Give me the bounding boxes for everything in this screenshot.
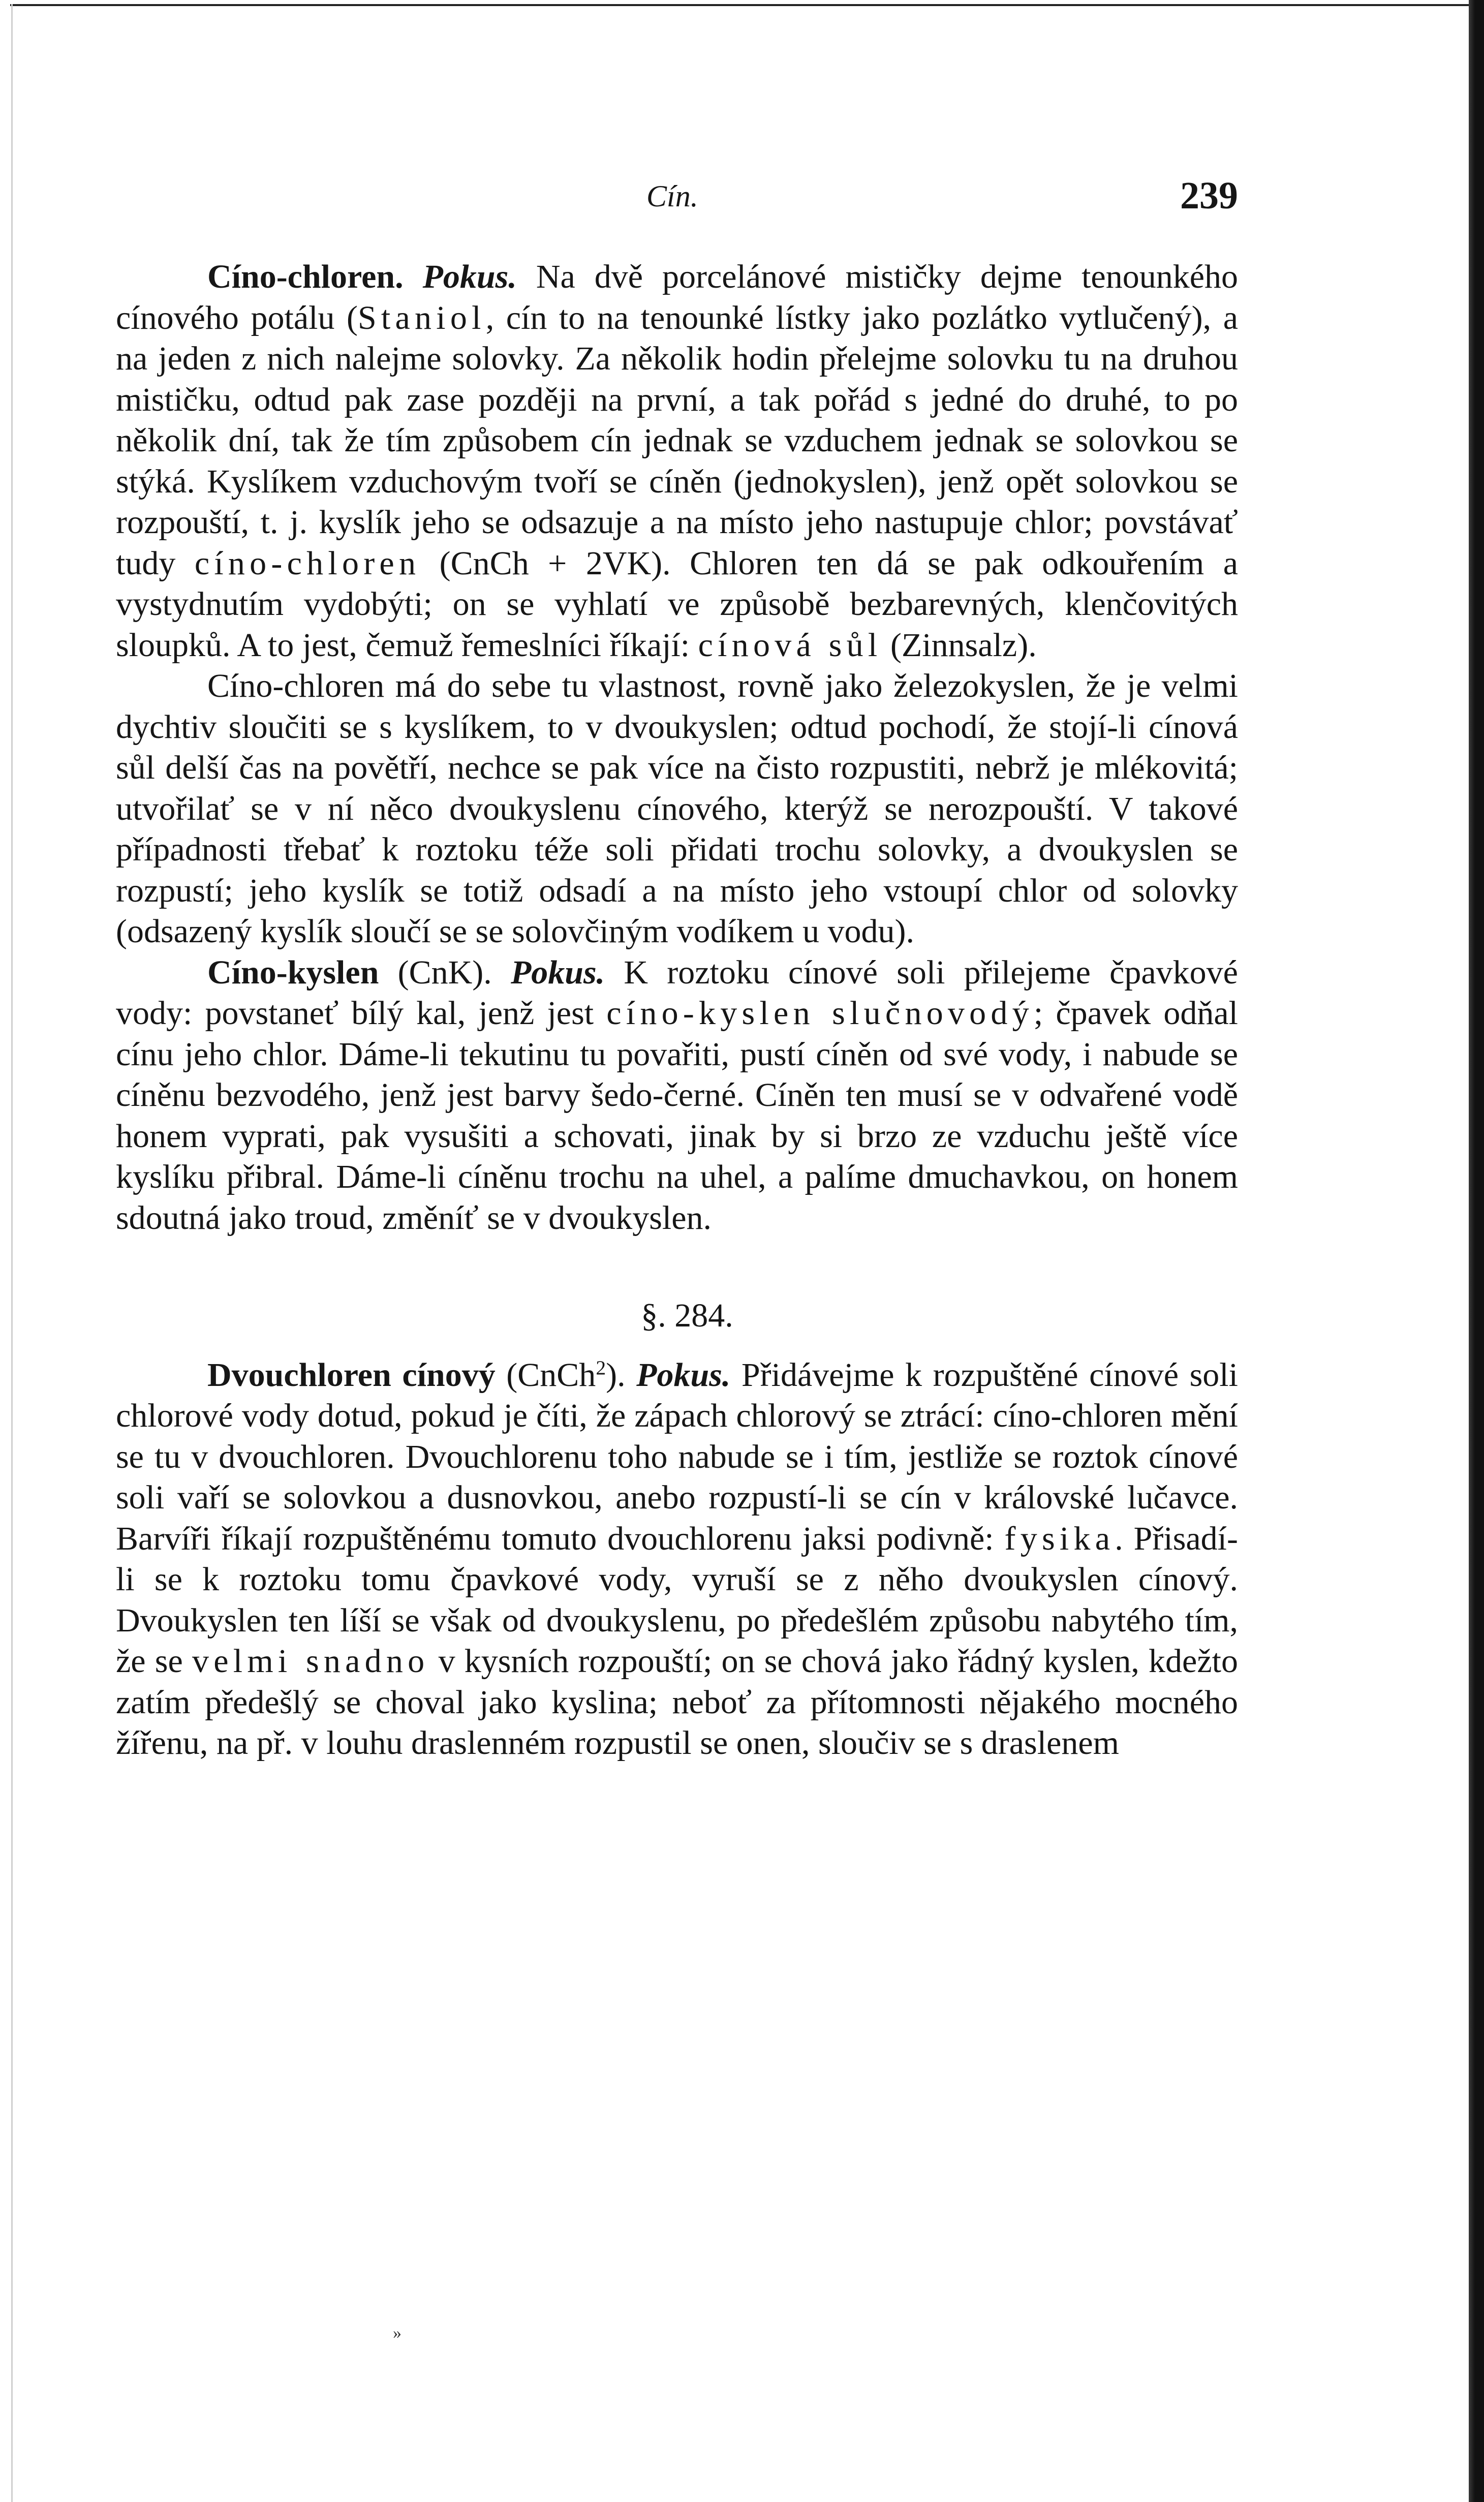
spaced-term: Staniol: [357, 299, 486, 336]
page-number: 239: [1180, 174, 1238, 217]
text-run: (Zinnsalz).: [882, 626, 1037, 664]
text-run: . Přisadí-li se k roztoku tomu čpavkové vody, vyruší se z něho dvoukyslen cínový. Dvoukyslen ten líší se však od dvoukyslenu, po předešlém způsobu nabytého tím, že se: [116, 1520, 1238, 1680]
running-head: [116, 174, 1238, 225]
text-run: Na dvě porcelánové mističky dejme tenounkého cínového potálu (: [116, 258, 1238, 336]
spaced-term: fysika: [1004, 1520, 1115, 1557]
pokus-label: Pokus.: [422, 258, 517, 295]
paragraph-cino-chloren: [116, 257, 1238, 666]
page-edge-top: [10, 4, 1484, 6]
text-run: K roztoku cínové soli přilejeme čpavkové vody: povstaneť bílý kal, jenž jest: [116, 953, 1238, 1032]
spaced-term: cíno-chloren: [194, 544, 421, 582]
text-run: (CnCh: [495, 1356, 596, 1394]
page-edge-left: [11, 4, 13, 2502]
pokus-label: Pokus.: [510, 953, 605, 991]
text-run: v kysních rozpouští; on se chová jako řádný kyslen, kdežto zatím předešlý se choval jako kyslina; neboť za přítomnosti nějakého mocného žířenu, na př. v louhu draslenném rozpustil se onen, sloučiv se s draslenem: [116, 1643, 1238, 1762]
section-heading: §. 284.: [641, 1297, 733, 1334]
superscript: 2: [596, 1356, 606, 1379]
paragraph-cino-chloren-properties: Cíno-chloren má do sebe tu vlastnost, rovně jako železokyslen, že je velmi dychtiv sloučiti se s kyslíkem, to v dvoukyslen; odtud pochodí, že stojí-li cínová sůl delší čas na povětří, nechce se pak více na čisto rozpustiti, nebrž je mlékovitá; utvořilať se v ní něco dvoukyslenu cínového, kterýž se nerozpouští. V takové případnosti třebať k roztoku téže soli přidati trochu solovky, a dvoukyslen se rozpustí; jeho kyslík se totiž odsadí a na místo jeho vstoupí chlor od solovky (odsazený kyslík sloučí se se solovčiným vodíkem u vodu).: [116, 667, 1238, 950]
term-cino-kyslen: Cíno-kyslen: [207, 953, 379, 991]
spaced-term: velmi snadno: [192, 1643, 429, 1680]
term-cino-chloren: Cíno-chloren.: [207, 258, 404, 295]
text-run: (CnCh + 2VK). Chloren ten dá se pak odkouřením a vystydnutím vydobýti; on se vyhlatí ve způsobě bezbarevných, klenčovitých sloupků. A to jest, čemuž řemeslníci říkají:: [116, 544, 1238, 664]
text-run: ; čpavek odňal cínu jeho chlor. Dáme-li tekutinu tu povařiti, pustí cíněn od své vody, i nabude se cíněnu bezvodého, jenž jest barvy šedo-černé. Cíněn ten musí se v odvařené vodě honem vyprati, pak vysušiti a schovati, jinak by si brzo ze vzduchu ještě více kyslíku přibral. Dáme-li cíněnu trochu na uhel, a palíme dmuchavkou, on honem sdoutná jako troud, změníť se v dvoukyslen.: [116, 995, 1238, 1237]
paragraph-cino-kyslen: [116, 952, 1238, 1239]
pokus-label: Pokus.: [636, 1356, 731, 1394]
page-edge-right: [1469, 0, 1484, 2502]
paragraph-dvouchloren: [116, 1355, 1238, 1764]
running-head-title: Cín.: [646, 179, 698, 213]
spaced-term: cíno-kyslen slučnovodý: [606, 995, 1034, 1032]
body-text: [116, 257, 1238, 1764]
text-run: , cín to na tenounké lístky jako pozlátko vytlučený), a na jeden z nich nalejme solovky. Za několik hodin přelejme solovku tu na druhou mističku, odtud pak zase později na první, a tak pořád s jedné do druhé, to po několik dní, tak že tím způsobem cín jednak se vzduchem jednak se solovkou se stýká. Kyslíkem vzduchovým tvoří se cíněn (jednokyslen), jenž opět solovkou se rozpouští, t. j. kyslík jeho se odsazuje a na místo jeho nastupuje chlor; povstávať tudy: [116, 299, 1238, 582]
spaced-term: cínová sůl: [698, 626, 882, 664]
text-run: Přidávejme k rozpuštěné cínové soli chlorové vody dotud, pokud je číti, že zápach chlorový se ztrácí: cíno-chloren mění se tu v dvouchloren. Dvouchlorenu toho nabude se i tím, jestliže se roztok cínové soli vaří se solovkou a dusnovkou, anebo rozpustí-li se cín v královské lučavce. Barvíři říkají rozpuštěnému tomuto dvouchlorenu jaksi podivně:: [116, 1356, 1238, 1557]
text-run: ).: [606, 1356, 637, 1394]
footer-mark: »: [393, 2324, 401, 2342]
term-dvouchloren: Dvouchloren cínový: [207, 1356, 496, 1394]
text-run: (CnK).: [379, 953, 511, 991]
